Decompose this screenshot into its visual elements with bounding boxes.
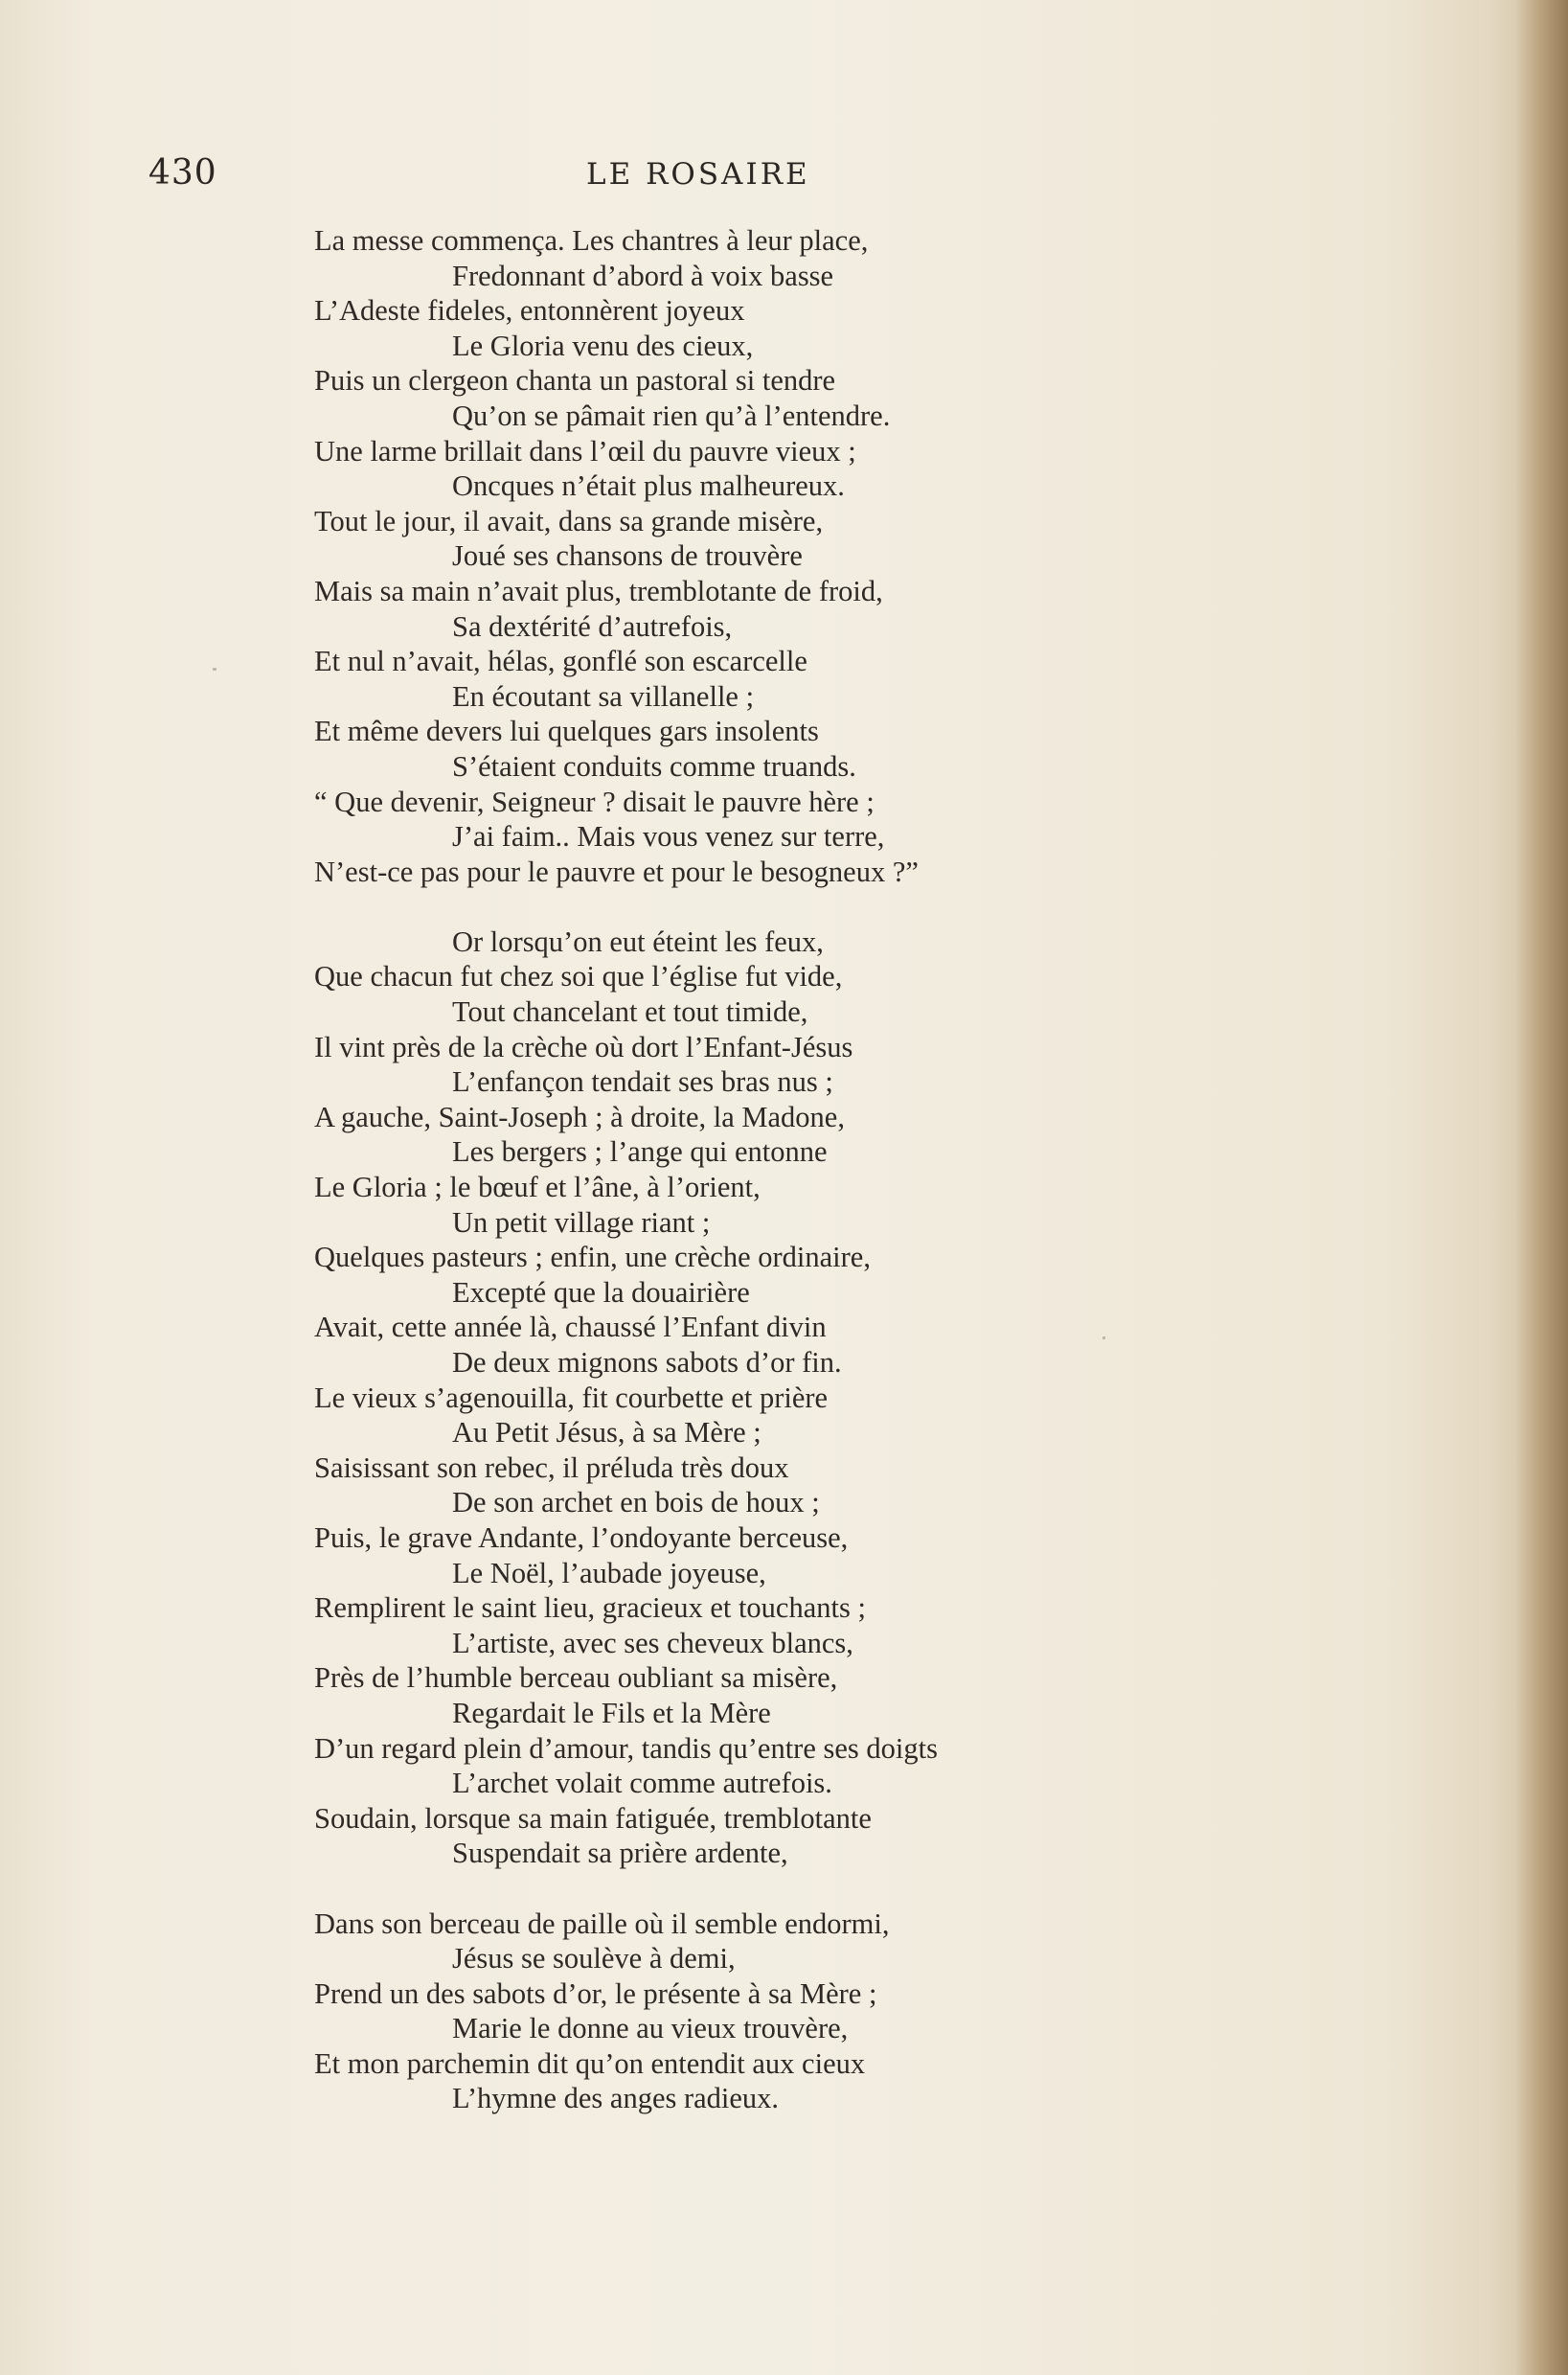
poem-line: Fredonnant d’abord à voix basse	[452, 259, 834, 292]
poem-line: Puis un clergeon chanta un pastoral si tendre	[314, 364, 836, 398]
poem-line: L’archet volait comme autrefois.	[452, 1767, 832, 1800]
poem-line: L’Adeste fideles, entonnèrent joyeux	[314, 294, 745, 328]
poem-line: En écoutant sa villanelle ;	[452, 679, 755, 713]
poem-line: De son archet en bois de houx ;	[452, 1486, 820, 1519]
poem-line: Puis, le grave Andante, l’ondoyante berceuse,	[314, 1520, 849, 1554]
poem-line: J’ai faim.. Mais vous venez sur terre,	[452, 820, 885, 854]
poem-line: Oncques n’était plus malheureux.	[452, 469, 845, 503]
poem-line: La messe commença. Les chantres à leur place,	[314, 224, 869, 257]
poem-line: Suspendait sa prière ardente,	[452, 1837, 788, 1870]
poem-line: Marie le donne au vieux trouvère,	[452, 2012, 849, 2045]
poem-line: Et mon parchemin dit qu’on entendit aux cieux	[314, 2046, 866, 2080]
poem-line: D’un regard plein d’amour, tandis qu’entre ses doigts	[314, 1731, 938, 1765]
poem-line: Et même devers lui quelques gars insolents	[314, 715, 819, 748]
poem-line: Mais sa main n’avait plus, tremblotante de froid,	[314, 574, 883, 607]
poem-line: Et nul n’avait, hélas, gonflé son escarcelle	[314, 645, 807, 678]
poem-line: “ Que devenir, Seigneur ? disait le pauvre hère ;	[314, 785, 875, 818]
poem-line: Saisissant son rebec, il préluda très doux	[314, 1450, 789, 1484]
poem-line: Quelques pasteurs ; enfin, une crèche ordinaire,	[314, 1241, 871, 1274]
poem-line: N’est-ce pas pour le pauvre et pour le besogneux ?”	[314, 855, 919, 888]
poem-body	[314, 223, 1272, 2116]
poem-line: Sa dextérité d’autrefois,	[452, 609, 733, 643]
margin-speck	[213, 668, 216, 671]
poem-line: Les bergers ; l’ange qui entonne	[452, 1135, 828, 1169]
poem-line: A gauche, Saint-Joseph ; à droite, la Madone,	[314, 1100, 845, 1133]
page-number: 430	[148, 153, 217, 193]
stanza-break	[314, 1871, 1272, 1907]
poem-line: Dans son berceau de paille où il semble endormi,	[314, 1907, 890, 1940]
poem-line: Remplirent le saint lieu, gracieux et touchants ;	[314, 1591, 866, 1625]
poem-line: Regardait le Fils et la Mère	[452, 1696, 771, 1729]
poem-line: Le Gloria venu des cieux,	[452, 329, 754, 362]
poem-line: Qu’on se pâmait rien qu’à l’entendre.	[452, 399, 891, 432]
poem-line: S’étaient conduits comme truands.	[452, 749, 856, 783]
page-header	[0, 153, 1568, 201]
poem-line: Que chacun fut chez soi que l’église fut vide,	[314, 960, 843, 993]
stanza-break	[314, 889, 1272, 925]
poem-line: Tout chancelant et tout timide,	[452, 995, 808, 1029]
poem-line: Le vieux s’agenouilla, fit courbette et prière	[314, 1381, 829, 1414]
poem-line: Il vint près de la crèche où dort l’Enfant-Jésus	[314, 1030, 853, 1063]
poem-line: Tout le jour, il avait, dans sa grande misère,	[314, 504, 824, 537]
poem-line: Joué ses chansons de trouvère	[452, 539, 803, 573]
poem-line: Avait, cette année là, chaussé l’Enfant divin	[314, 1311, 827, 1344]
margin-speck	[1102, 1336, 1105, 1339]
poem-line: Près de l’humble berceau oubliant sa misère,	[314, 1661, 838, 1695]
poem-line: De deux mignons sabots d’or fin.	[452, 1346, 842, 1379]
poem-line: L’enfançon tendait ses bras nus ;	[452, 1065, 833, 1099]
running-head: LE ROSAIRE	[586, 157, 810, 192]
poem-line: Le Noël, l’aubade joyeuse,	[452, 1556, 766, 1589]
poem-line: L’artiste, avec ses cheveux blancs,	[452, 1626, 853, 1659]
poem-line: Or lorsqu’on eut éteint les feux,	[452, 925, 824, 958]
poem-line: Au Petit Jésus, à sa Mère ;	[452, 1416, 761, 1450]
poem-line: L’hymne des anges radieux.	[452, 2082, 780, 2115]
poem-line: Une larme brillait dans l’œil du pauvre vieux ;	[314, 434, 856, 468]
poem-line: Excepté que la douairière	[452, 1275, 750, 1309]
poem-line: Jésus se soulève à demi,	[452, 1942, 736, 1975]
page-edge-shadow	[1516, 0, 1568, 2375]
poem-line: Un petit village riant ;	[452, 1205, 711, 1239]
poem-line: Le Gloria ; le bœuf et l’âne, à l’orient,	[314, 1171, 761, 1204]
poem-line: Prend un des sabots d’or, le présente à sa Mère ;	[314, 1976, 877, 2010]
poem-line: Soudain, lorsque sa main fatiguée, tremblotante	[314, 1801, 872, 1835]
